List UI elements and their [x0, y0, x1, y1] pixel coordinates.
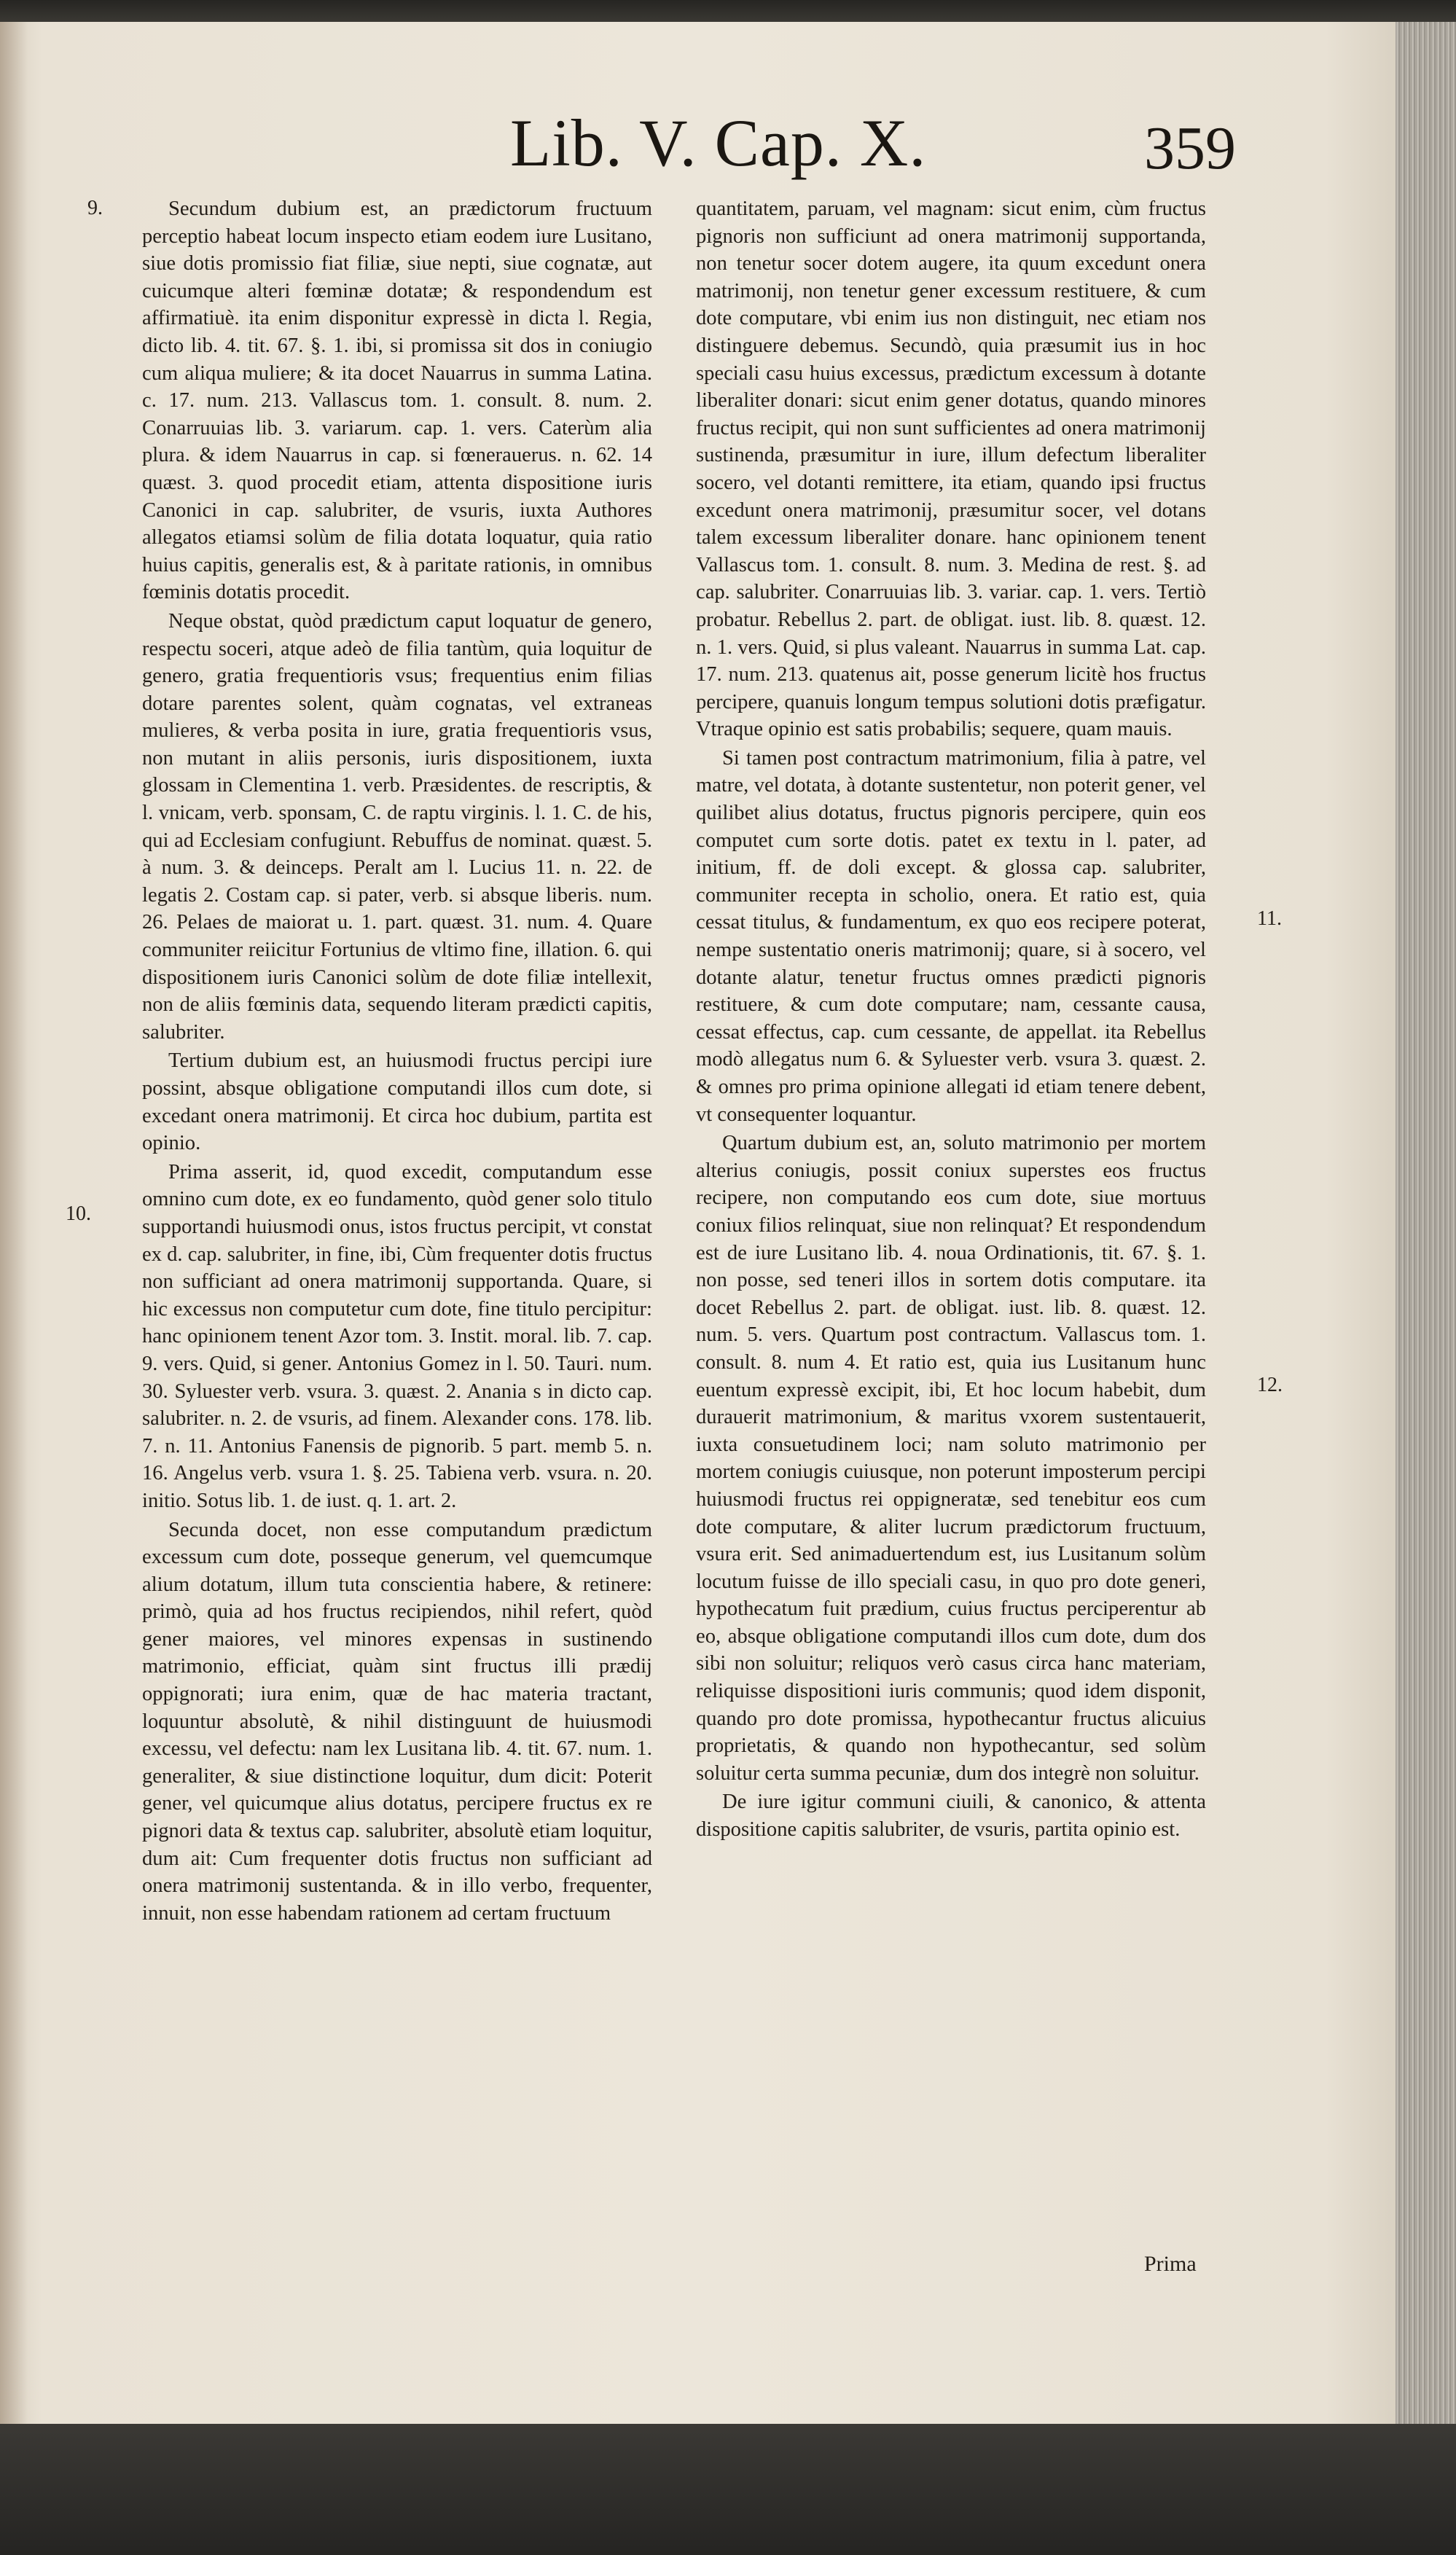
paragraph-secunda-docet: Secunda docet, non esse computandum prædictum excessum cum dote, posseque generum, vel quemcumque alium dotatum, illum tuta conscientia habere, & retinere: primò, quia ad hos fructus recipiendos, nihil refert, quòd gener maiores, vel minores expensas in sustinendo matrimonio, efficiat, quàm sint fructus illi prædij oppignorati; iura enim, quæ de hac materia tractant, loquuntur absolutè, & nihil distinguunt de huiusmodi excessu, vel defectu: nam lex Lusitana lib. 4. tit. 67. num. 1. generaliter, & siue distinctione loquitur, dum dicit: Poterit gener, vel quicumque alius dotatus, percipere fructus ex re pignori data & textus cap. salubriter, absolutè etiam loquitur, dum ait: Cum frequenter dotis fructus non sufficiant ad onera matrimonij sustentanda. & in illo verbo, frequenter, innuit, non esse habendam rationem ad certam fructuum — [142, 1518, 652, 1925]
gutter-shadow — [0, 22, 28, 2424]
paragraph-si-tamen: Si tamen post contractum matrimonium, filia à patre, vel matre, vel dotata, à dotante sustentetur, non poterit gener, vel quilibet alius dotatus, fructus pignoris percipere, quin eos computet cum sorte dotis. patet ex textu in l. pater, ad initium, ff. de doli except. & glossa cap. salubriter, communiter recepta in scholio, onera. Et ratio est, quia cessat titulus, & fundamentum, ex quo eos recipere poterat, nempe sustentatio oneris matrimonij; quare, si à socero, vel dotante alatur, tenetur fructus omnes prædicti pignoris restituere, & cum dote computare; nam, cessante causa, cessat effectus, cap. cum cessante, de appellat. ita Rebellus modò allegatus num 6. & Syluester verb. vsura 3. quæst. 2. & omnes pro prima opinione allegati id etiam tenere debent, vt consequenter loquantur. — [696, 746, 1206, 1126]
left-text-column — [142, 195, 652, 2258]
paragraph-secundum-dubium: Secundum dubium est, an prædictorum fructuum perceptio habeat locum inspecto etiam eodem iure Lusitano, siue dotis promissio fiat filiæ, siue nepti, siue cognatæ, aut cuicumque alteri fœminæ dotatæ; & respondendum est affirmatiuè. ita enim disponitur expressè in dicta l. Regia, dicto lib. 4. tit. 67. §. 1. ibi, si promissa sit dos in coniugio cum aliqua muliere; & ita docet Nauarrus in summa Latina. c. 17. num. 213. Vallascus tom. 1. consult. 8. num. 2. Conarruuias lib. 3. variarum. cap. 1. vers. Caterùm alia plura. & idem Nauarrus in cap. si fœnerauerus. n. 62. 14 quæst. 3. quod procedit etiam, attenta dispositione iuris Canonici in cap. salubriter, de vsuris, iuxta Authores allegatos etiamsi solùm de filia dotata loquatur, quia ratio huius capitis, generalis est, & à paritate rationis, in omnibus fœminis dotatis procedit. — [142, 197, 652, 604]
paragraph-tertium-dubium: Tertium dubium est, an huiusmodi fructus percipi iure possint, absque obligatione computandi illos cum dote, si excedant onera matrimonij. Et circa hoc dubium, partita est opinio. — [142, 1049, 652, 1155]
margin-number-12: 12. — [1257, 1374, 1283, 1396]
margin-number-11: 11. — [1257, 907, 1282, 930]
page-header — [0, 106, 1396, 197]
running-title: Lib. V. Cap. X. — [510, 106, 927, 180]
paragraph-prima-asserit: Prima asserit, id, quod excedit, computandum esse omnino cum dote, ex eo fundamento, quòd gener solo titulo supportandi huiusmodi onus, istos fructus percipit, vt constat ex d. cap. salubriter, in fine, ibi, Cùm frequenter dotis fructus non sufficiant ad onera matrimonij supportanda. Quare, si hic excessus non computetur cum dote, fine titulo percipitur: hanc opinionem tenent Azor tom. 3. Instit. moral. lib. 7. cap. 9. vers. Quid, si gener. Antonius Gomez in l. 50. Tauri. num. 30. Syluester verb. vsura. 3. quæst. 2. Anania s in dicto cap. salubriter. n. 2. de vsuris, ad finem. Alexander cons. 178. lib. 7. n. 11. Antonius Fanensis de pignorib. 5 part. memb 5. n. 16. Angelus verb. vsura 1. §. 25. Tabiena verb. vsura. n. 20. initio. Sotus lib. 1. de iust. q. 1. art. 2. — [142, 1160, 652, 1512]
scan-background-bottom — [0, 2424, 1456, 2555]
scan-background-top — [0, 0, 1456, 22]
catchword: Prima — [1144, 2252, 1197, 2276]
paragraph-quantitatem: quantitatem, paruam, vel magnam: sicut enim, cùm fructus pignoris non sufficiunt ad onera matrimonij supportanda, non tenetur socer dotem augere, ita quum excedunt onera matrimonij, non tenetur gener excessum restituere, & cum dote computare, vbi enim ius non distinguit, nec etiam nos distinguere debemus. Secundò, quia præsumit ius in hoc speciali casu huius excessus, prædictum excessum à dotante liberaliter donari: sicut enim gener dotatus, quando minores fructus recipit, qui non sunt sufficientes ad onera matrimonij sustinenda, præsumitur in iure, illum defectum liberaliter socero, vel dotanti remittere, ita etiam, quando ipsi fructus excedunt onera matrimonij, præsumitur socer, vel dotans talem excessum liberaliter donare. hanc opinionem tenent Vallascus tom. 1. consult. 8. num. 3. Medina de rest. §. ad cap. salubriter. Conarruuias lib. 3. variar. cap. 1. vers. Tertiò probatur. Rebellus 2. part. de obligat. iust. lib. 8. quæst. 12. n. 1. vers. Quid, si plus valeant. Nauarrus in summa Lat. cap. 17. num. 213. quatenus ait, posse generum licitè hos fructus percipere, quanuis longum tempus solutioni dotis præfigatur. Vtraque opinio est satis probabilis; sequere, quam mauis. — [696, 197, 1206, 741]
page-number: 359 — [1144, 114, 1236, 182]
page-stack-edge — [1396, 22, 1456, 2424]
paragraph-neque-obstat: Neque obstat, quòd prædictum caput loquatur de genero, respectu soceri, atque adeò de filia tantùm, quia loquitur de genero, gratia frequentioris vsus; frequentius enim filias dotare parentes solent, quàm cognatas, vel extraneas mulieres, & verba posita in iure, gratia frequentioris vsus, non mutant in aliis personis, iuris dispositionem, iuxta glossam in Clementina 1. verb. Præsidentes. de rescriptis, & l. vnicam, verb. sponsam, C. de raptu virginis. l. 1. C. de his, qui ad Ecclesiam confugiunt. Rebuffus de nominat. quæst. 5. à num. 3. & deinceps. Peralt am l. Lucius 11. n. 22. de legatis 2. Costam cap. si pater, verb. si absque liberis. num. 26. Pelaes de maiorat u. 1. part. quæst. 31. num. 4. Quare communiter reiicitur Fortunius de vltimo fine, illation. 6. qui dispositionem iuris Canonici solùm de dote filiæ intellexit, non de aliis fœminis data, sequendo literam prædicti capitis, salubriter. — [142, 609, 652, 1044]
right-text-column — [696, 195, 1206, 2258]
paragraph-de-iure-igitur: De iure igitur communi ciuili, & canonico, & attenta dispositione capitis salubriter, de vsuris, partita opinio est. — [696, 1791, 1206, 1842]
paragraph-quartum-dubium: Quartum dubium est, an, soluto matrimonio per mortem alterius coniugis, possit coniux superstes eos fructus recipere, non computando eos cum dote, siue mortuus coniux filios relinquat, siue non relinquat? Et respondendum est de iure Lusitano lib. 4. noua Ordinationis, tit. 67. §. 1. non posse, sed teneri illos in sortem dotis computare. ita docet Rebellus 2. part. de obligat. iust. lib. 8. quæst. 12. num. 5. vers. Quartum post contractum. Vallascus tom. 1. consult. 8. num 4. Et ratio est, quia ius Lusitanum hunc euentum expressè excipit, ibi, Et hoc locum habebit, dum durauerit matrimonium, & maritus vxorem sustentauerit, iuxta consuetudinem loci; nam soluto matrimonio per mortem coniugis cuiusque, non poterunt imposterum percipi huiusmodi fructus rei oppigneratæ, sed tenebitur eos cum dote computare, & aliter lucrum prædictorum fructuum, vsura erit. Sed animaduertendum est, ius Lusitanum solùm locutum fuisse de illo speciali casu, in quo pro dote generi, hypothecatum fuit prædium, cuius fructus perciperentur ab eo, absque obligatione computandi illos cum dote, dum dos sibi non soluitur; reliquos verò casus circa hanc materiam, reliquisse dispositioni iuris communis; quod idem disponit, quando pro dote promissa, hypothecantur fructus alicuius proprietatis, & quando non hypothecantur, sed solùm soluitur certa summa pecuniæ, dum dos integrè non soluitur. — [696, 1132, 1206, 1785]
margin-number-9: 9. — [87, 197, 103, 219]
margin-number-10: 10. — [66, 1202, 91, 1225]
